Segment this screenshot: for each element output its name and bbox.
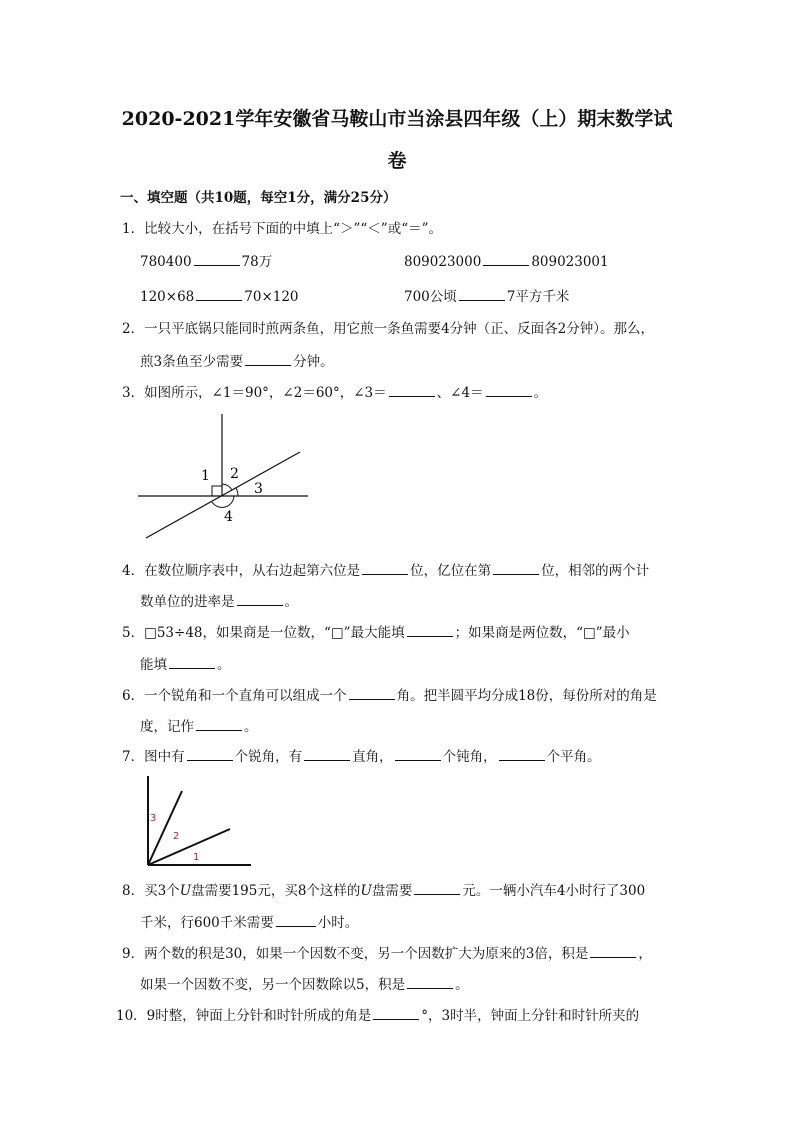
question-4-line1 <box>122 561 649 580</box>
answer-blank[interactable] <box>414 881 460 895</box>
q5-text-c: 能填 <box>140 657 167 673</box>
q1-item-4-right: 7平方千米 <box>506 289 570 305</box>
label-angle-3: 3 <box>254 481 263 497</box>
q1-item-2 <box>404 252 609 271</box>
question-9-line2 <box>140 975 469 994</box>
ray-shallow <box>148 829 230 865</box>
question-8-line1 <box>122 881 645 900</box>
answer-blank[interactable] <box>304 747 350 761</box>
q8-text-e: 千米，行600千米需要 <box>140 915 274 931</box>
question-7-stem <box>122 747 601 766</box>
q6-text-d: 。 <box>244 719 258 735</box>
q6-text-c: 度，记作 <box>140 719 194 735</box>
label-angle-4: 4 <box>224 509 233 525</box>
q9-text-c: 如果一个因数不变，另一个因数除以5，积是 <box>140 977 406 993</box>
angle-figure-q7 <box>140 773 254 869</box>
q3-text-b: 、∠4＝ <box>436 385 484 401</box>
q2-text-a: 煎3条鱼至少需要 <box>140 354 244 370</box>
question-9-line1 <box>122 944 652 963</box>
question-6-line1 <box>122 686 657 705</box>
q3-text-a: 3．如图所示，∠1＝90°，∠2＝60°，∠3＝ <box>122 385 387 401</box>
q4-text-e: 。 <box>284 594 298 610</box>
answer-blank[interactable] <box>483 252 529 266</box>
answer-blank[interactable] <box>407 975 453 989</box>
q4-text-c: 位，相邻的两个计 <box>541 563 650 579</box>
question-2-line1: 2．一只平底锅只能同时煎两条鱼，用它煎一条鱼需要4分钟（正、反面各2分钟）。那么， <box>122 321 655 337</box>
right-angle-mark <box>212 486 222 496</box>
ray-steep <box>148 791 182 865</box>
q8-u-1: U <box>179 883 192 899</box>
q1-item-3-right: 70×120 <box>244 289 299 305</box>
q9-text-a: 9．两个数的积是30，如果一个因数不变，另一个因数扩大为原来的3倍，积是 <box>122 946 589 962</box>
question-6-line2 <box>140 717 258 736</box>
answer-blank[interactable] <box>395 747 441 761</box>
q4-text-b: 位，亿位在第 <box>410 563 492 579</box>
label-angle-2: 2 <box>230 466 239 482</box>
answer-blank[interactable] <box>362 561 408 575</box>
question-1-stem: 1．比较大小，在括号下面的中填上“＞”“＜”或“＝”。 <box>122 221 442 237</box>
answer-blank[interactable] <box>389 383 435 397</box>
q6-text-a: 6．一个锐角和一个直角可以组成一个 <box>122 688 347 704</box>
answer-blank[interactable] <box>349 686 395 700</box>
answer-blank[interactable] <box>407 623 453 637</box>
label-q7-2: 2 <box>173 831 180 842</box>
question-5-line2 <box>140 655 231 674</box>
question-10-line1 <box>116 1006 639 1025</box>
q1-item-4 <box>404 287 569 306</box>
answer-blank[interactable] <box>459 287 505 301</box>
q10-text-a: 10．9时整，钟面上分针和时针所成的角是 <box>116 1008 372 1024</box>
q8-u-2: U <box>360 883 372 899</box>
q7-text-a: 7．图中有 <box>122 749 185 765</box>
angle-3-arc <box>236 488 238 496</box>
answer-blank[interactable] <box>245 352 291 366</box>
exam-title-line2: 卷 <box>387 150 407 172</box>
q8-text-c: 盘需要 <box>371 883 413 899</box>
q8-text-d: 元。一辆小汽车4小时行了300 <box>462 883 646 899</box>
answer-blank[interactable] <box>493 561 539 575</box>
answer-blank[interactable] <box>196 287 242 301</box>
answer-blank[interactable] <box>486 383 532 397</box>
q4-text-a: 4．在数位顺序表中，从右边起第六位是 <box>122 563 361 579</box>
question-2-line2 <box>140 352 334 371</box>
q9-text-b: ， <box>638 946 652 962</box>
q1-item-3 <box>140 287 299 306</box>
answer-blank[interactable] <box>237 592 283 606</box>
answer-blank[interactable] <box>276 913 316 927</box>
section-heading: 一、填空题（共10题，每空1分，满分25分） <box>120 190 397 206</box>
label-angle-1: 1 <box>201 468 210 484</box>
q7-text-e: 个平角。 <box>546 749 601 765</box>
q10-text-b: °，3时半，钟面上分针和时针所夹的 <box>421 1008 640 1024</box>
exam-title-line1: 2020-2021学年安徽省马鞍山市当涂县四年级（上）期末数学试 <box>121 108 673 130</box>
q4-text-d: 数单位的进率是 <box>140 594 235 610</box>
q6-text-b: 角。把半圆平均分成18份，每份所对的角是 <box>396 688 657 704</box>
answer-blank[interactable] <box>590 944 636 958</box>
answer-blank[interactable] <box>373 1006 419 1020</box>
q7-text-b: 个锐角，有 <box>234 749 303 765</box>
label-q7-1: 1 <box>193 852 200 863</box>
q5-text-d: 。 <box>217 657 231 673</box>
answer-blank[interactable] <box>187 747 233 761</box>
label-q7-3: 3 <box>150 813 157 824</box>
q8-text-a: 8．买3个 <box>122 883 180 899</box>
angle-4-arc <box>212 496 234 507</box>
answer-blank[interactable] <box>169 655 215 669</box>
question-3-stem <box>122 383 547 402</box>
q7-text-c: 直角， <box>352 749 393 765</box>
q1-item-3-left: 120×68 <box>140 289 195 305</box>
q1-item-1-left: 780400 <box>140 254 192 270</box>
q1-item-1 <box>140 252 272 271</box>
q7-text-d: 个钝角， <box>442 749 497 765</box>
q5-text-a: 5．□53÷48，如果商是一位数，“□”最大能填 <box>122 625 405 641</box>
q5-text-b: ；如果商是两位数，“□”最小 <box>454 625 630 641</box>
q8-text-f: 小时。 <box>317 915 359 931</box>
q1-item-2-right: 809023001 <box>531 254 609 270</box>
question-8-line2 <box>140 913 358 932</box>
answer-blank[interactable] <box>499 747 545 761</box>
q1-item-1-right: 78万 <box>241 254 273 270</box>
q8-text-b: 盘需要195元，买8个这样的 <box>191 883 361 899</box>
q1-item-4-left: 700公顷 <box>404 289 457 305</box>
question-5-line1 <box>122 623 630 642</box>
q2-text-b: 分钟。 <box>293 354 334 370</box>
angle-2-arc <box>222 484 232 490</box>
angle-figure-q3 <box>136 410 310 542</box>
answer-blank[interactable] <box>194 252 240 266</box>
question-4-line2 <box>140 592 298 611</box>
answer-blank[interactable] <box>196 717 242 731</box>
q3-text-c: 。 <box>533 385 548 401</box>
q1-item-2-left: 809023000 <box>404 254 482 270</box>
oblique-line <box>146 452 300 538</box>
q9-text-d: 。 <box>455 977 469 993</box>
